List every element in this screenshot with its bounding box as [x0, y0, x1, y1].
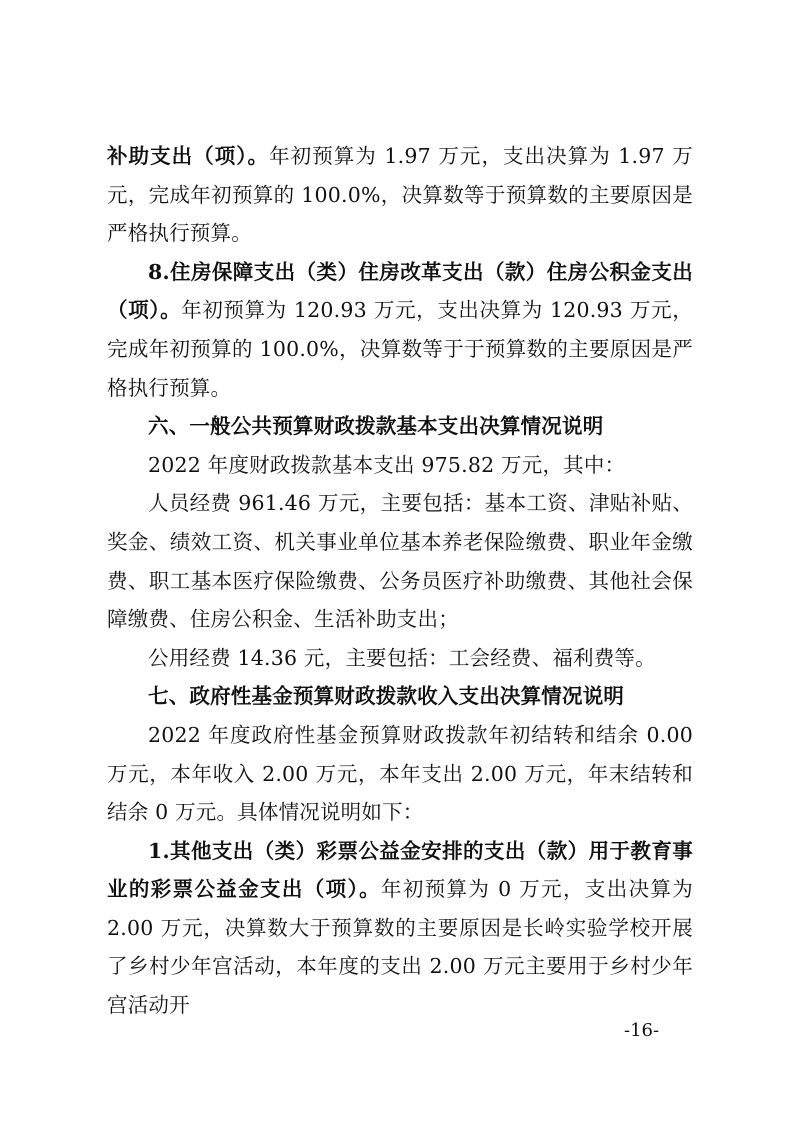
paragraph-housing-fund — [107, 253, 693, 407]
paragraph-lead-bold: 1.其他支出（类）彩票公益金安排的支出（款）用于教育事业的彩票公益金支出（项）。 — [107, 838, 693, 902]
paragraph-fund-budget-overview: 2022 年度政府性基金预算财政拨款年初结转和结余 0.00 万元，本年收入 2.00 万元，本年支出 2.00 万元，年末结转和结余 0 万元。具体情况说明如下： — [107, 722, 693, 825]
paragraph-subsidy-expenditure — [107, 137, 693, 253]
document-body — [107, 137, 693, 1025]
paragraph-text: 年初预算为 120.93 万元，支出决算为 120.93 万元，完成年初预算的 100.0%，决算数等于于预算数的主要原因是严格执行预算。 — [107, 298, 693, 400]
section-heading-7: 七、政府性基金预算财政拨款收入支出决算情况说明 — [148, 684, 625, 709]
section-heading-6: 六、一般公共预算财政拨款基本支出决算情况说明 — [148, 414, 604, 439]
paragraph-lead-bold: 补助支出（项）。 — [107, 144, 270, 168]
paragraph-basic-expenditure-total: 2022 年度财政拨款基本支出 975.82 万元，其中： — [148, 452, 626, 477]
paragraph-personnel-expenses: 人员经费 961.46 万元，主要包括：基本工资、津贴补贴、奖金、绩效工资、机关事业单位基本养老保险缴费、职业年金缴费、职工基本医疗保险缴费、公务员医疗补助缴费、其他社会保障缴费、住房公积金、生活补助支出； — [107, 491, 693, 632]
paragraph-lottery-fund — [107, 832, 693, 1025]
paragraph-lead-bold: 8.住房保障支出（类）住房改革支出（款）住房公积金支出（项）。 — [107, 259, 693, 323]
paragraph-text: 年初预算为 0 万元，支出决算为 2.00 万元，决算数大于预算数的主要原因是长岭实验学校开展了乡村少年宫活动，本年度的支出 2.00 万元主要用于乡村少年宫活动开 — [107, 877, 693, 1018]
page-number: -16- — [624, 1020, 660, 1041]
paragraph-text: 年初预算为 1.97 万元，支出决算为 1.97 万元，完成年初预算的 100.0%，决算数等于预算数的主要原因是严格执行预算。 — [107, 144, 693, 246]
paragraph-public-expenses: 公用经费 14.36 元，主要包括：工会经费、福利费等。 — [148, 645, 656, 670]
